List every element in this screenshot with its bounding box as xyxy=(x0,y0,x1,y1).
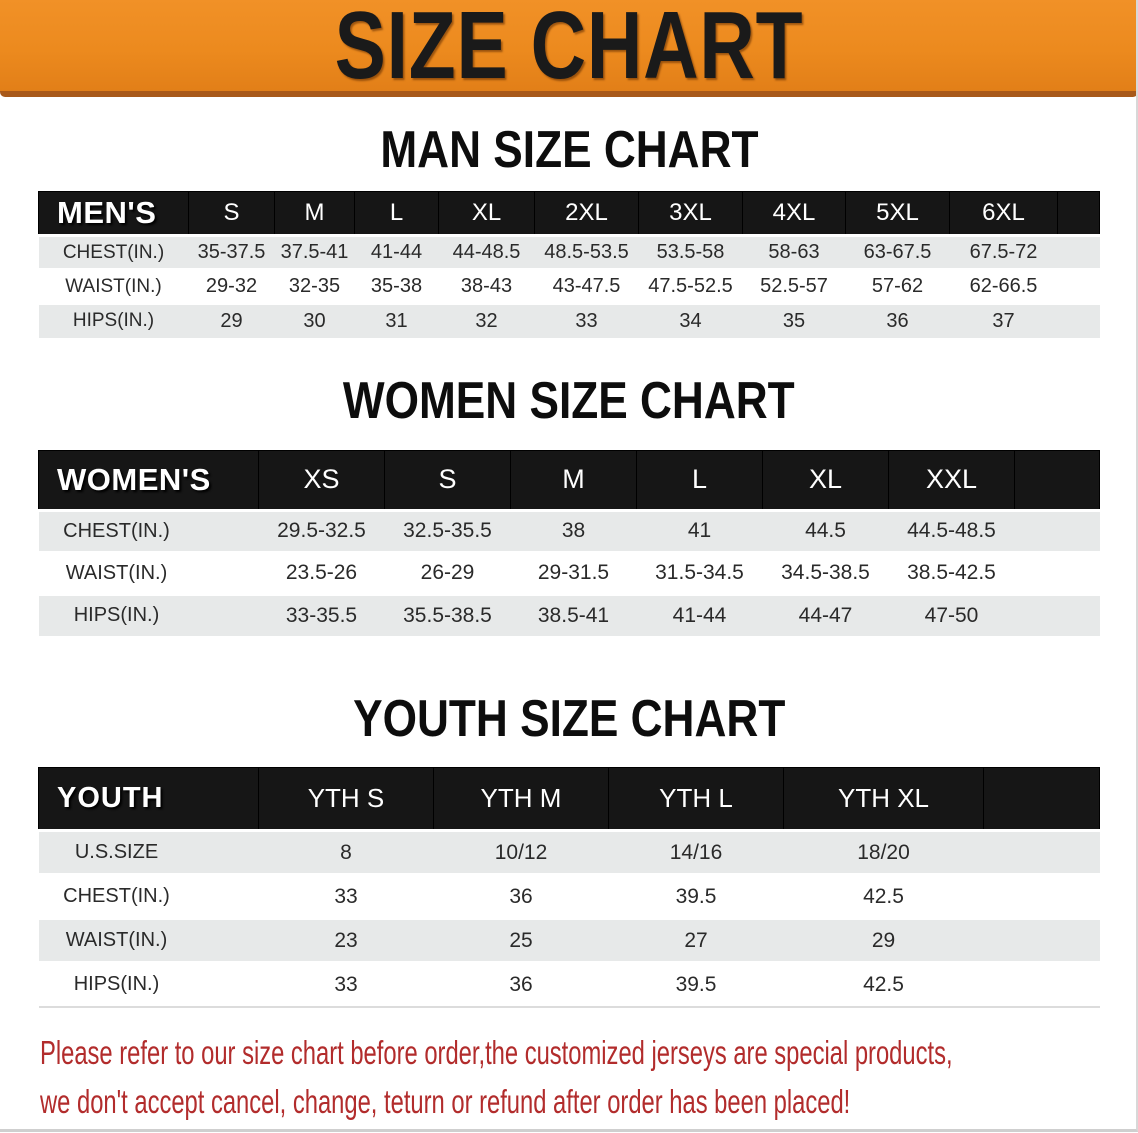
men-heading-text: MAN SIZE CHART xyxy=(379,121,759,179)
size-value-cell: 39.5 xyxy=(609,875,784,919)
size-value-cell: 35-38 xyxy=(355,270,439,304)
size-value-cell: 44.5-48.5 xyxy=(889,510,1015,552)
women-section-heading xyxy=(0,371,1138,430)
size-value-cell: 34.5-38.5 xyxy=(763,552,889,594)
men-waist-row xyxy=(39,270,1100,304)
size-value-cell: 35 xyxy=(743,304,846,338)
size-value-cell: 53.5-58 xyxy=(639,236,743,270)
size-header-cell: XXL xyxy=(889,450,1015,510)
size-value-cell: 30 xyxy=(275,304,355,338)
row-label: HIPS(IN.) xyxy=(39,304,189,338)
women-hips-row xyxy=(39,594,1100,636)
size-value-cell: 41-44 xyxy=(355,236,439,270)
women-waist-row xyxy=(39,552,1100,594)
women-heading-text: WOMEN SIZE CHART xyxy=(343,371,795,430)
size-value-cell: 52.5-57 xyxy=(743,270,846,304)
size-value-cell: 41-44 xyxy=(637,594,763,636)
size-value-cell: 33 xyxy=(535,304,639,338)
row-label: CHEST(IN.) xyxy=(39,236,189,270)
youth-ussize-row xyxy=(39,831,1100,875)
row-label: HIPS(IN.) xyxy=(39,594,259,636)
men-table-title: MEN'S xyxy=(39,192,189,236)
row-label: WAIST(IN.) xyxy=(39,270,189,304)
size-header-cell: S xyxy=(189,192,275,236)
size-value-cell: 23 xyxy=(259,919,434,963)
size-header-cell: 3XL xyxy=(639,192,743,236)
size-value-cell: 33 xyxy=(259,875,434,919)
size-value-cell: 36 xyxy=(434,875,609,919)
size-value-cell: 26-29 xyxy=(385,552,511,594)
size-value-cell: 37 xyxy=(950,304,1058,338)
women-table-title: WOMEN'S xyxy=(39,450,259,510)
size-header-cell: 2XL xyxy=(535,192,639,236)
size-value-cell: 62-66.5 xyxy=(950,270,1058,304)
size-value-cell: 67.5-72 xyxy=(950,236,1058,270)
row-filler xyxy=(984,919,1100,963)
size-value-cell: 23.5-26 xyxy=(259,552,385,594)
size-value-cell: 44-48.5 xyxy=(439,236,535,270)
women-size-table xyxy=(38,450,1100,637)
banner-title: SIZE CHART xyxy=(334,0,804,99)
size-value-cell: 43-47.5 xyxy=(535,270,639,304)
size-value-cell: 29-32 xyxy=(189,270,275,304)
size-value-cell: 32.5-35.5 xyxy=(385,510,511,552)
row-filler xyxy=(1058,270,1100,304)
size-value-cell: 29 xyxy=(189,304,275,338)
size-value-cell: 38.5-41 xyxy=(511,594,637,636)
size-value-cell: 63-67.5 xyxy=(846,236,950,270)
row-filler xyxy=(984,831,1100,875)
size-value-cell: 38-43 xyxy=(439,270,535,304)
disclaimer-line-1: Please refer to our size chart before order,the customized jerseys are special products, xyxy=(40,1033,953,1071)
size-value-cell: 29 xyxy=(784,919,984,963)
size-header-cell: M xyxy=(511,450,637,510)
size-header-cell: YTH S xyxy=(259,768,434,831)
size-value-cell: 48.5-53.5 xyxy=(535,236,639,270)
row-filler xyxy=(1058,236,1100,270)
size-header-cell: XL xyxy=(763,450,889,510)
size-header-cell: YTH XL xyxy=(784,768,984,831)
youth-chest-row xyxy=(39,875,1100,919)
size-header-cell: L xyxy=(637,450,763,510)
header-filler xyxy=(1058,192,1100,236)
women-chest-row xyxy=(39,510,1100,552)
men-hips-row xyxy=(39,304,1100,338)
size-value-cell: 33 xyxy=(259,963,434,1007)
disclaimer-line-2: we don't accept cancel, change, teturn or refund after order has been placed! xyxy=(40,1082,851,1120)
size-value-cell: 31.5-34.5 xyxy=(637,552,763,594)
row-label: HIPS(IN.) xyxy=(39,963,259,1007)
size-value-cell: 32-35 xyxy=(275,270,355,304)
men-size-table xyxy=(38,191,1100,338)
size-header-cell: 6XL xyxy=(950,192,1058,236)
youth-header-row xyxy=(39,768,1100,831)
row-label: WAIST(IN.) xyxy=(39,919,259,963)
size-value-cell: 32 xyxy=(439,304,535,338)
youth-waist-row xyxy=(39,919,1100,963)
youth-section-heading xyxy=(0,690,1138,749)
row-label: CHEST(IN.) xyxy=(39,510,259,552)
row-filler xyxy=(1058,304,1100,338)
row-filler xyxy=(984,875,1100,919)
size-value-cell: 29-31.5 xyxy=(511,552,637,594)
size-value-cell: 36 xyxy=(846,304,950,338)
size-value-cell: 57-62 xyxy=(846,270,950,304)
size-value-cell: 14/16 xyxy=(609,831,784,875)
size-value-cell: 36 xyxy=(434,963,609,1007)
size-value-cell: 44-47 xyxy=(763,594,889,636)
row-filler xyxy=(1015,552,1100,594)
size-value-cell: 29.5-32.5 xyxy=(259,510,385,552)
size-value-cell: 33-35.5 xyxy=(259,594,385,636)
size-value-cell: 42.5 xyxy=(784,875,984,919)
size-value-cell: 25 xyxy=(434,919,609,963)
youth-size-table xyxy=(38,767,1100,1008)
row-label: CHEST(IN.) xyxy=(39,875,259,919)
size-value-cell: 42.5 xyxy=(784,963,984,1007)
size-header-cell: L xyxy=(355,192,439,236)
size-header-cell: M xyxy=(275,192,355,236)
header-filler xyxy=(984,768,1100,831)
size-value-cell: 47-50 xyxy=(889,594,1015,636)
size-value-cell: 58-63 xyxy=(743,236,846,270)
size-value-cell: 41 xyxy=(637,510,763,552)
men-section-heading xyxy=(0,123,1138,177)
size-value-cell: 37.5-41 xyxy=(275,236,355,270)
size-header-cell: 4XL xyxy=(743,192,846,236)
size-value-cell: 47.5-52.5 xyxy=(639,270,743,304)
size-value-cell: 44.5 xyxy=(763,510,889,552)
size-value-cell: 38.5-42.5 xyxy=(889,552,1015,594)
size-value-cell: 35.5-38.5 xyxy=(385,594,511,636)
row-label: WAIST(IN.) xyxy=(39,552,259,594)
size-header-cell: XL xyxy=(439,192,535,236)
youth-table-title: YOUTH xyxy=(39,768,259,831)
size-value-cell: 18/20 xyxy=(784,831,984,875)
size-value-cell: 10/12 xyxy=(434,831,609,875)
size-value-cell: 8 xyxy=(259,831,434,875)
size-value-cell: 27 xyxy=(609,919,784,963)
size-header-cell: S xyxy=(385,450,511,510)
size-value-cell: 34 xyxy=(639,304,743,338)
men-chest-row xyxy=(39,236,1100,270)
size-value-cell: 35-37.5 xyxy=(189,236,275,270)
size-value-cell: 31 xyxy=(355,304,439,338)
men-header-row xyxy=(39,192,1100,236)
header-filler xyxy=(1015,450,1100,510)
order-disclaimer xyxy=(40,1028,1138,1126)
size-header-cell: XS xyxy=(259,450,385,510)
size-value-cell: 38 xyxy=(511,510,637,552)
youth-heading-text: YOUTH SIZE CHART xyxy=(352,690,786,749)
row-label: U.S.SIZE xyxy=(39,831,259,875)
youth-hips-row xyxy=(39,963,1100,1007)
size-header-cell: YTH L xyxy=(609,768,784,831)
size-header-cell: 5XL xyxy=(846,192,950,236)
size-chart-banner xyxy=(0,0,1138,97)
row-filler xyxy=(984,963,1100,1007)
row-filler xyxy=(1015,594,1100,636)
size-value-cell: 39.5 xyxy=(609,963,784,1007)
size-header-cell: YTH M xyxy=(434,768,609,831)
row-filler xyxy=(1015,510,1100,552)
women-header-row xyxy=(39,450,1100,510)
